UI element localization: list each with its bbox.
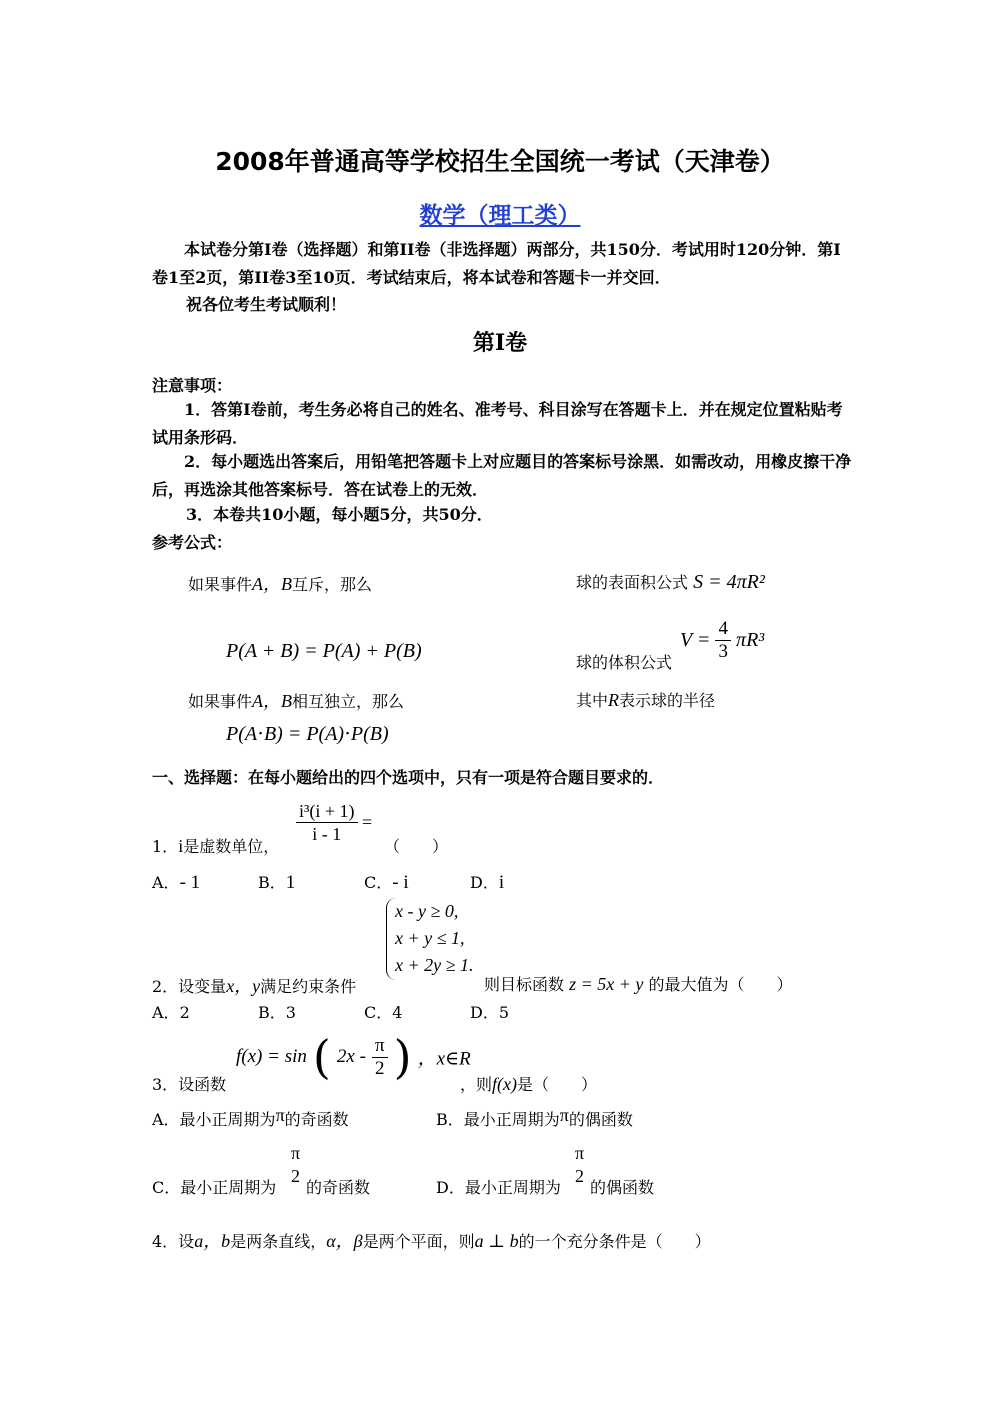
q1-text: 是虚数单位， [183,837,280,856]
f2-post: 相互独立，那么 [292,692,405,711]
q3-d-text: D．最小正周期为 [436,1178,561,1197]
intro-paragraph: 本试卷分第I卷（选择题）和第II卷（非选择题）两部分，共150分．考试用时120分钟．第I卷1至2页，第II卷3至10页．考试结束后，将本试卷和答题卡一并交回． [152,240,841,287]
formula-heading: 参考公式： [152,533,233,552]
question-2-lead [152,972,356,998]
q3-mid: ，则 [460,1075,493,1094]
q3-d-post: 的偶函数 [590,1178,655,1197]
q2-a-value: 2 [179,1003,190,1022]
q3-c-post: 的奇函数 [306,1178,371,1197]
q2-a-label: A． [152,1003,180,1022]
sphere-area-label: 球的表面积公式 [576,573,689,592]
notice-item-3: 3．本卷共10小题，每小题5分，共50分． [186,505,493,524]
q3-f-den: 2 [375,1057,385,1079]
q3-f-num: π [372,1035,388,1058]
q3-left-paren: ( [312,1030,331,1084]
q2-option-c[interactable] [364,1000,402,1023]
section-heading: 一、选择题：在每小题给出的四个选项中，只有一项是符合题目要求的． [152,768,665,787]
q1-option-c[interactable] [364,870,409,894]
q3-post: 是（ ） [517,1075,598,1094]
q4-pre: 4．设 [152,1232,195,1251]
q3-b-pi: π [559,1105,569,1125]
q3-option-a[interactable] [152,1105,349,1130]
q1-den: i - 1 [312,824,342,844]
q3-b-post: 的偶函数 [568,1110,633,1129]
q1-number: 1． [152,837,179,856]
q4-ab: a，b [194,1231,231,1251]
q2-mid2: 则目标函数 [484,975,565,994]
sphere-vol-den: 3 [718,641,728,662]
radius-pre: 其中 [576,691,609,710]
formula-addition: P(A + B) = P(A) + P(B) [226,640,422,662]
q1-var: i [178,836,184,856]
sphere-volume-label: 球的体积公式 [576,653,673,672]
q1-b-label: B． [258,873,286,892]
sphere-area-formula [576,570,765,594]
q3-fx: f(x) [492,1074,517,1094]
q2-b-value: 3 [285,1003,296,1022]
q3-c-text: C．最小正周期为 [152,1178,277,1197]
subtitle-wrap [0,197,1000,230]
q2-option-b[interactable] [258,1000,296,1023]
q1-option-b[interactable] [258,870,295,894]
sphere-vol-lhs: V = [680,629,711,651]
q3-f-lhs: f(x) = sin [236,1046,307,1067]
q1-c-value: - i [392,872,409,893]
q3-d-fraction [572,1142,587,1187]
q2-constraint-2: x + y ≤ 1, [395,928,465,948]
notice-heading: 注意事项： [152,376,233,395]
q3-option-c-text[interactable] [152,1175,276,1198]
formula-independent-condition [188,687,404,713]
q2-c-label: C． [364,1003,393,1022]
good-luck-text: 祝各位考生考试顺利！ [186,295,347,314]
f1-post: 互斥，那么 [292,575,373,594]
q4-mid2: 是两个平面，则 [362,1232,475,1251]
q1-c-label: C． [364,873,393,892]
q2-constraints [386,898,474,980]
part-title: 第I卷 [472,330,528,356]
sphere-vol-fraction [715,618,731,663]
sphere-area-eq: S = 4πR² [693,571,765,593]
q2-objective: z = 5x + y [569,974,644,994]
radius-note [576,688,715,711]
q3-a-text: A．最小正周期为 [152,1110,276,1129]
q4-perp: a ⊥ b [474,1231,519,1251]
notice-item-1: 1．答第I卷前，考生务必将自己的姓名、准考号、科目涂写在答题卡上．并在规定位置粘贴考试用条形码． [152,400,843,447]
q3-option-d-text[interactable] [436,1175,561,1198]
q3-b-text: B．最小正周期为 [436,1110,560,1129]
q2-d-value: 5 [498,1003,510,1022]
q1-d-value: i [498,872,505,893]
q1-a-label: A． [152,873,180,892]
q2-constraint-3: x + 2y ≥ 1. [395,955,474,975]
q2-pre: 2．设变量 [152,977,227,996]
q1-num: i³(i + 1) [296,800,358,823]
question-1 [152,834,279,857]
q2-b-label: B． [258,1003,286,1022]
sphere-vol-num: 4 [715,618,731,641]
q1-option-a[interactable] [152,870,200,894]
q2-vars: x，y [226,976,261,996]
q3-f-fraction [372,1035,388,1080]
f1-pre: 如果事件 [188,575,253,594]
radius-post: 表示球的半径 [619,691,716,710]
q3-f-domain: ，x∈R [417,1048,471,1070]
q3-c-fraction [288,1142,303,1187]
notice-item-2: 2．每小题选出答案后，用铅笔把答题卡上对应题目的答案标号涂黑．如需改动，用橡皮擦干净后，再选涂其他答案标号．答在试卷上的无效． [152,452,852,499]
sphere-vol-rhs: πR³ [736,629,765,651]
q1-a-value: - 1 [179,872,201,893]
radius-var: R [608,690,620,710]
q4-mid1: 是两条直线， [230,1232,327,1251]
q3-a-post: 的奇函数 [284,1110,349,1129]
sphere-volume-formula [680,618,764,663]
q1-paren: （ ） [384,837,449,856]
q3-right-paren: ) [393,1030,412,1084]
q2-post: 的最大值为（ ） [648,975,793,994]
q3-c-den: 2 [288,1164,303,1187]
q2-c-value: 4 [392,1003,403,1022]
q1-d-label: D． [470,873,499,892]
q2-option-d[interactable] [470,1000,509,1023]
q1-b-value: 1 [285,872,296,893]
formula-multiplication: P(A⋅B) = P(A)⋅P(B) [226,723,389,745]
q1-option-d[interactable] [470,870,504,894]
q3-d-den: 2 [572,1164,587,1187]
question-2-tail [484,972,793,995]
q3-a-pi: π [275,1105,285,1125]
q2-mid: 满足约束条件 [260,977,357,996]
formula-exclusive-condition [188,570,372,596]
subtitle-link[interactable]: 数学（理工类） [419,203,581,229]
q1-eq: = [362,812,373,832]
f2-vars: A，B [252,691,293,711]
q3-d-num: π [575,1143,585,1163]
f1-vars: A，B [252,574,293,594]
q3-f-inner: 2x - [336,1046,366,1067]
q4-post: 的一个充分条件是（ ） [518,1232,711,1251]
q3-option-b[interactable] [436,1105,633,1130]
q1-fraction [296,800,358,845]
q3-pre: 3．设函数 [152,1075,227,1094]
question-4 [152,1227,711,1253]
q3-tail [460,1072,597,1095]
f2-pre: 如果事件 [188,692,253,711]
page-title: 2008年普通高等学校招生全国统一考试（天津卷） [215,147,785,176]
q3-function-def [236,1030,471,1084]
q2-constraint-1: x - y ≥ 0, [395,901,459,921]
q4-alpha-beta: α，β [326,1231,363,1251]
q2-d-label: D． [470,1003,499,1022]
q1-expression [296,800,372,845]
q2-option-a[interactable] [152,1000,190,1023]
q3-c-num: π [291,1143,301,1163]
